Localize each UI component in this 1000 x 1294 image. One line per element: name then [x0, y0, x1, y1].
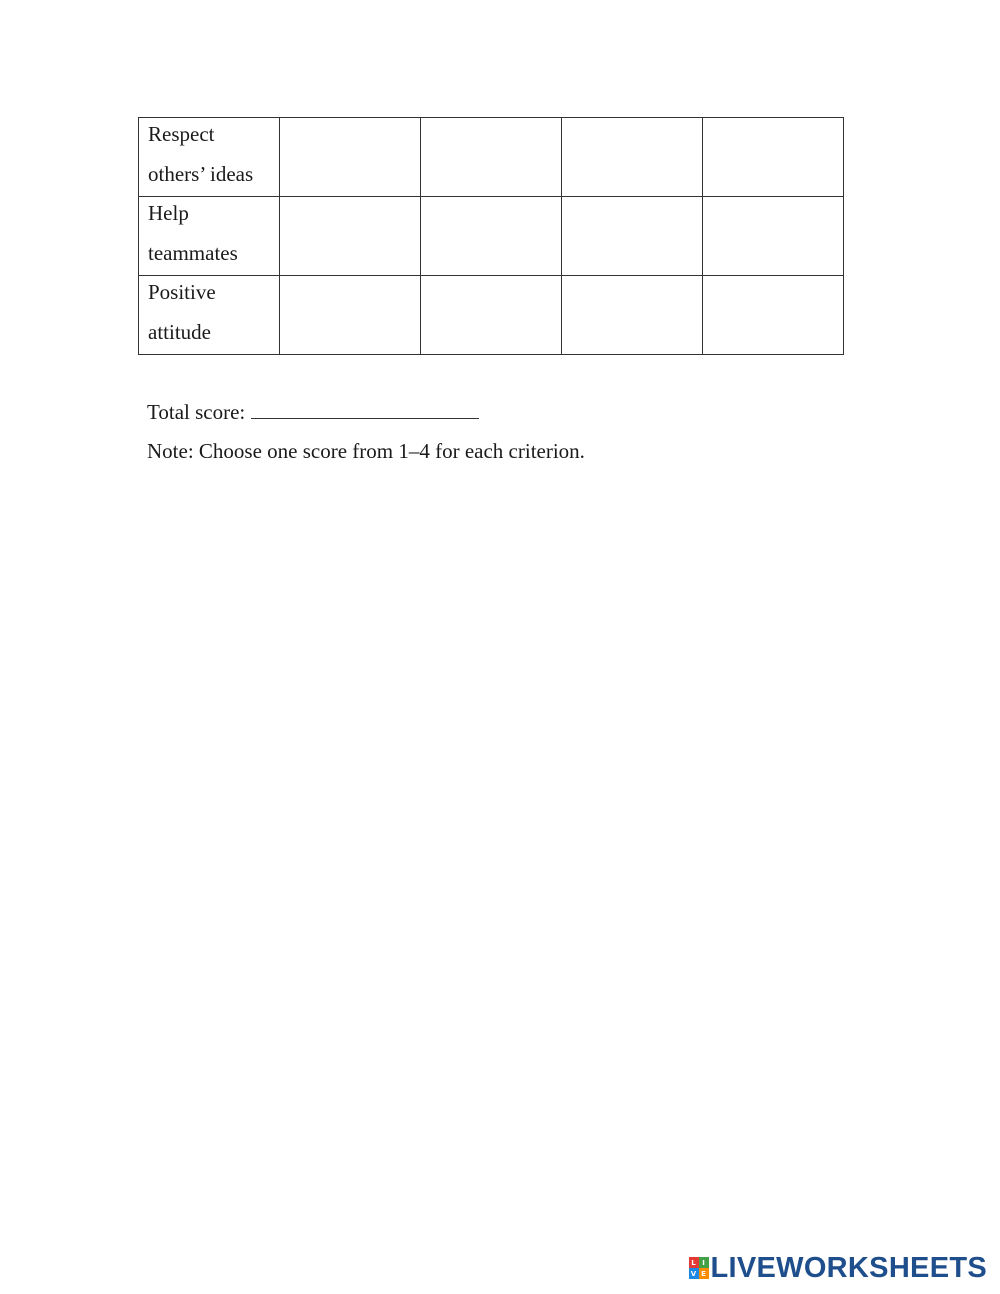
- score-cell[interactable]: [280, 118, 421, 197]
- liveworksheets-logo: [689, 1252, 988, 1284]
- total-score-label: Total score:: [147, 400, 246, 424]
- criterion-cell: [139, 276, 280, 355]
- criterion-label-line: Positive: [148, 280, 216, 304]
- score-cell[interactable]: [280, 276, 421, 355]
- score-cell[interactable]: [280, 197, 421, 276]
- criterion-cell: [139, 118, 280, 197]
- score-cell[interactable]: [703, 197, 844, 276]
- logo-letter: L: [689, 1257, 699, 1268]
- score-cell[interactable]: [703, 118, 844, 197]
- score-cell[interactable]: [421, 197, 562, 276]
- logo-letter: I: [699, 1257, 709, 1268]
- logo-letter: V: [689, 1268, 699, 1279]
- criterion-label: [139, 193, 279, 273]
- criterion-label: [139, 114, 279, 194]
- score-cell[interactable]: [421, 276, 562, 355]
- total-score-line: [147, 396, 479, 427]
- instruction-note: Note: Choose one score from 1–4 for each criterion.: [147, 439, 585, 463]
- table-row: [139, 197, 844, 276]
- criterion-label-line: Respect: [148, 122, 215, 146]
- score-cell[interactable]: [562, 276, 703, 355]
- criterion-cell: [139, 197, 280, 276]
- criterion-label-line: Help: [148, 201, 189, 225]
- logo-letter: E: [699, 1268, 709, 1279]
- criterion-label-line: others’ ideas: [148, 162, 254, 186]
- score-cell[interactable]: [703, 276, 844, 355]
- table-row: [139, 276, 844, 355]
- table-row: [139, 118, 844, 197]
- criterion-label-line: attitude: [148, 320, 211, 344]
- total-score-blank[interactable]: [251, 396, 479, 419]
- brand-name: LIVEWORKSHEETS: [710, 1252, 987, 1284]
- criterion-label-line: teammates: [148, 241, 238, 265]
- rubric-table: [138, 117, 844, 355]
- criterion-label: [139, 272, 279, 352]
- score-cell[interactable]: [562, 118, 703, 197]
- liveworksheets-logo-icon: [689, 1257, 709, 1279]
- score-cell[interactable]: [421, 118, 562, 197]
- score-cell[interactable]: [562, 197, 703, 276]
